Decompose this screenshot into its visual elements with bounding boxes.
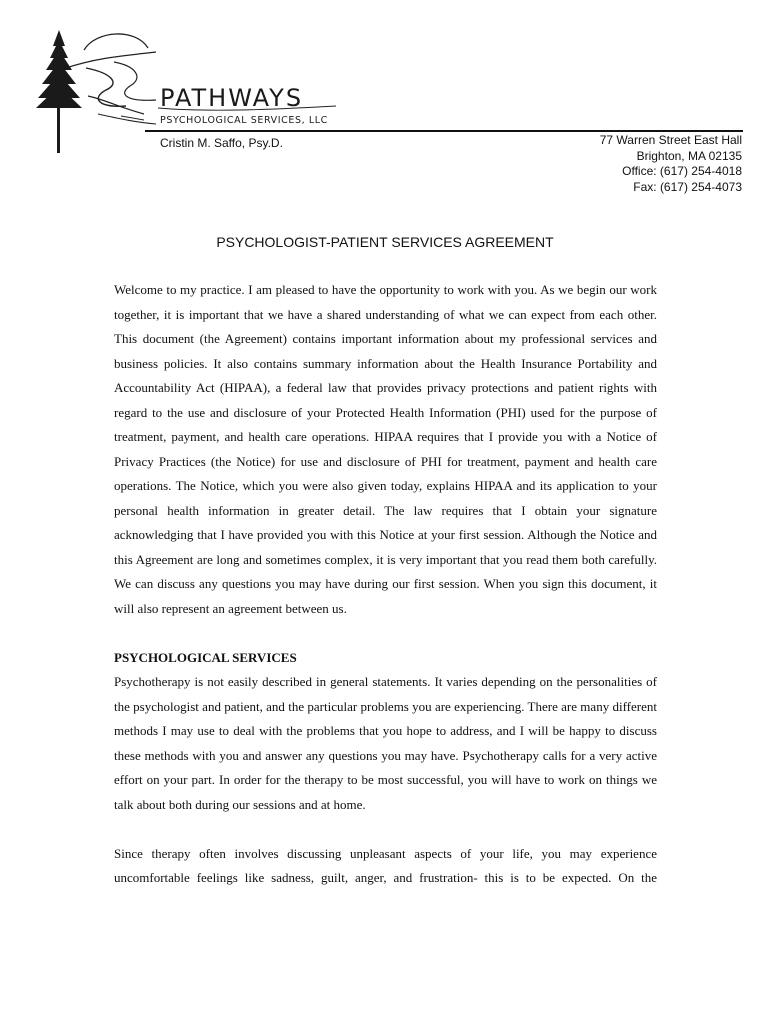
therapy-paragraph: Since therapy often involves discussing unpleasant aspects of your life, you may experience uncomfortable feelings like sadness, guilt, anger, and frustration- this is to be expected. On the bbox=[114, 845, 657, 885]
brand-name: PATHWAYS bbox=[160, 84, 304, 112]
address-line-street: 77 Warren Street East Hall bbox=[599, 133, 742, 147]
section-heading: PSYCHOLOGICAL SERVICES bbox=[114, 649, 297, 665]
document-body bbox=[114, 278, 657, 891]
brand-subtitle: PSYCHOLOGICAL SERVICES, LLC bbox=[160, 115, 328, 126]
address-line-office: Office: (617) 254-4018 bbox=[622, 164, 742, 178]
address-line-fax: Fax: (617) 254-4073 bbox=[633, 179, 742, 194]
doctor-name: Cristin M. Saffo, Psy.D. bbox=[160, 136, 283, 150]
services-paragraph: Psychotherapy is not easily described in general statements. It varies depending on the personalities of the psychologist and patient, and the particular problems you are experiencing. There are many different methods I may use to deal with the problems that you hope to address, and I will be happy to discuss these methods with you and answer any questions you may have. Psychotherapy calls for a very active effort on your part. In order for the therapy to be most successful, you will have to work on things we talk about both during our sessions and at home. bbox=[114, 674, 657, 812]
intro-paragraph: Welcome to my practice. I am pleased to have the opportunity to work with you. As we begin our work together, it is important that we have a shared understanding of what we can expect from each other. This document (the Agreement) contains important information about my professional services and business policies. It also contains summary information about the Health Insurance Portability and Accountability Act (HIPAA), a federal law that provides privacy protections and patient rights with regard to the use and disclosure of your Protected Health Information (PHI) used for the purpose of treatment, payment, and health care operations. HIPAA requires that I provide you with a Notice of Privacy Practices (the Notice) for use and disclosure of PHI for treatment, payment and health care operations. The Notice, which you were also given today, explains HIPAA and its application to your personal health information in greater detail. The law requires that I obtain your signature acknowledging that I have provided you with this Notice at your first session. Although the Notice and this Agreement are long and sometimes complex, it is very important that you read them both carefully. We can discuss any questions you may have during our first session. When you sign this document, it will also represent an agreement between us. bbox=[114, 282, 657, 616]
header-divider bbox=[145, 130, 743, 132]
address-line-city: Brighton, MA 02135 bbox=[636, 148, 742, 163]
document-title: PSYCHOLOGIST-PATIENT SERVICES AGREEMENT bbox=[216, 234, 554, 250]
address-block bbox=[600, 133, 742, 195]
